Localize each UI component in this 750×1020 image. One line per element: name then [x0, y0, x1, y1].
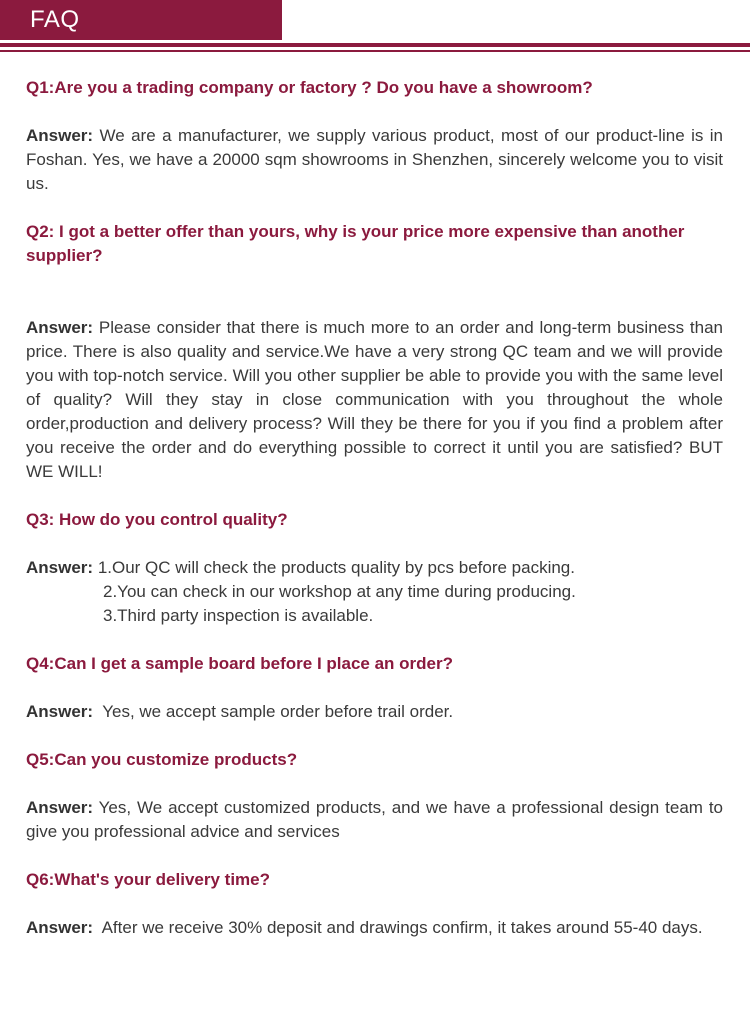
faq-question-3: Q3: How do you control quality? — [26, 510, 288, 529]
faq-header — [0, 0, 750, 56]
answer-label: Answer: — [26, 702, 94, 721]
header-divider-thick — [0, 43, 750, 47]
faq-question-4: Q4:Can I get a sample board before I place an order? — [26, 654, 454, 673]
faq-answer-1 — [26, 124, 723, 196]
faq-answer-5 — [26, 796, 723, 844]
faq-question-6: Q6:What's your delivery time? — [26, 870, 270, 889]
answer-text: Yes, We accept customized products, and we have a professional design team to give you professional advice and services — [26, 798, 723, 841]
faq-question-5: Q5:Can you customize products? — [26, 750, 298, 769]
answer-label: Answer: — [26, 798, 94, 817]
answer-label: Answer: — [26, 918, 94, 937]
faq-answer-2 — [26, 316, 723, 484]
answer-text: Please consider that there is much more to an order and long-term business than price. There is also quality and service.We have a very strong QC team and we will provide you with top-notch service. Will you other supplier be able to provide you with the same level of quality? Will they stay in close communication with you throughout the whole order,production and delivery process? Will they be there for you if you find a problem after you receive the order and do everything possible to correct it until you are satisfied? BUT WE WILL! — [26, 318, 723, 481]
faq-answer-4 — [26, 700, 723, 724]
faq-question-1: Q1:Are you a trading company or factory ? Do you have a showroom? — [26, 78, 593, 97]
answer-text: After we receive 30% deposit and drawings confirm, it takes around 55-40 days. — [101, 918, 703, 937]
answer-label: Answer: — [26, 558, 94, 577]
faq-title: FAQ — [0, 0, 282, 40]
answer-step-1: 1.Our QC will check the products quality by pcs before packing. — [97, 558, 575, 577]
answer-text: Yes, we accept sample order before trail order. — [102, 702, 454, 721]
faq-answer-3 — [26, 556, 723, 628]
answer-step-3: 3.Third party inspection is available. — [103, 606, 374, 625]
faq-question-2: Q2: I got a better offer than yours, why is your price more expensive than another supplier? — [26, 222, 685, 265]
faq-answer-6 — [26, 916, 723, 940]
answer-text: We are a manufacturer, we supply various product, most of our product-line is in Foshan. Yes, we have a 20000 sqm showrooms in Shenzhen, sincerely welcome you to visit us. — [26, 126, 723, 193]
answer-step-2: 2.You can check in our workshop at any time during producing. — [103, 582, 576, 601]
header-divider-thin — [0, 50, 750, 52]
faq-list — [26, 76, 723, 940]
answer-label: Answer: — [26, 318, 94, 337]
answer-label: Answer: — [26, 126, 94, 145]
